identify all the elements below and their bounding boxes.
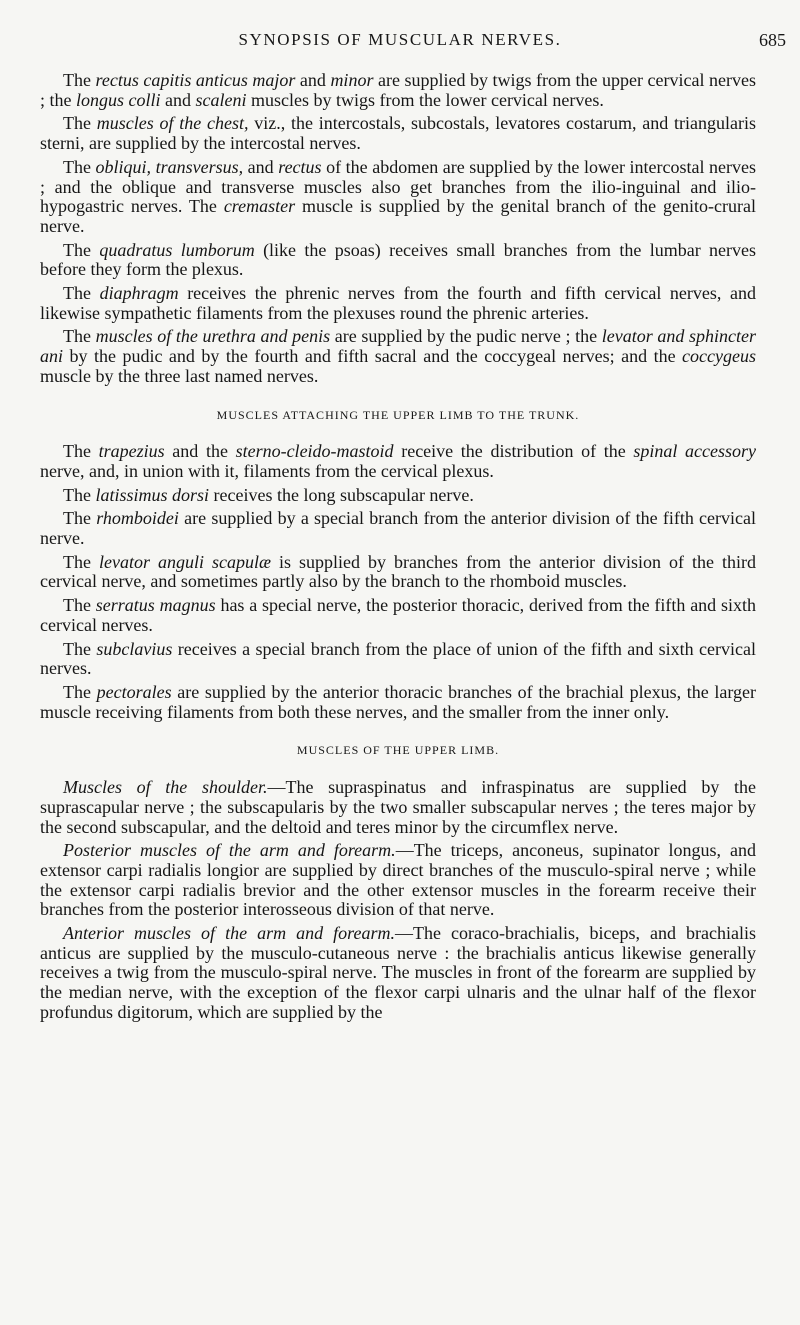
text-run: The [63, 638, 97, 659]
text-run: and [160, 89, 196, 110]
text-run: by the pudic and by the fourth and fifth sacral and the coccygeal nerves; and the [63, 346, 683, 367]
text-run: and the [164, 441, 236, 462]
text-run: The [63, 551, 99, 572]
text-run: muscle by the three last named nerves. [40, 365, 319, 386]
paragraph [40, 778, 756, 837]
text-run: —The coraco-brachialis, biceps, and brachialis anticus are supplied by the musculo-cutaneous nerve : the brachialis anticus likewise generally receives a twig from the musculo-spiral nerve. The muscles in front of the forearm are supplied by the median nerve, with the exception of the flexor carpi ulnaris and the ulnar half of the flexor profundus digitorum, which are supplied by the [40, 923, 757, 1022]
italic-term: pectorales [96, 681, 172, 702]
text-run: are supplied by the anterior thoracic branches of the brachial plexus, the larger muscle receiving filaments from both these nerves, and the smaller from the inner only. [40, 681, 757, 722]
text-run: The [63, 595, 96, 616]
text-run: nerve, and, in union with it, filaments from the cervical plexus. [40, 460, 494, 481]
italic-term: rectus capitis anticus major [95, 70, 296, 90]
italic-term: Anterior muscles of the arm and forearm. [63, 923, 396, 944]
italic-term: muscles of the chest, [96, 113, 249, 134]
italic-term: scaleni [195, 89, 247, 110]
paragraph [40, 71, 756, 110]
text-run: of the abdomen are supplied by the lower intercostal nerves ; and the oblique and transverse muscles also get branches from the ilio-inguinal and ilio-hypogastric nerves. The [40, 156, 756, 217]
paragraph [40, 683, 756, 722]
paragraph [40, 640, 756, 679]
paragraph [40, 486, 756, 506]
text-run: has a special nerve, the posterior thoracic, derived from the fifth and sixth cervical nerves. [40, 595, 756, 635]
text-run: are supplied by twigs from the upper cervical nerves ; the [40, 70, 756, 110]
text-run: The [63, 681, 97, 702]
italic-term: levator anguli scapulæ [99, 551, 272, 572]
text-run: The [63, 326, 96, 347]
italic-term: coccygeus [682, 346, 756, 367]
paragraph [40, 114, 756, 153]
text-run: is supplied by branches from the anterior division of the third cervical nerve, and sometimes partly also by the branch to the rhomboid muscles. [40, 551, 757, 592]
paragraph [40, 442, 756, 481]
text-run: —The triceps, anconeus, supinator longus, and extensor carpi radialis longior are supplied by direct branches of the musculo-spiral nerve ; while the extensor carpi radialis brevior and the other extensor muscles in the forearm receive their branches from the posterior interosseous division of that nerve. [40, 840, 756, 920]
text-run: muscle is supplied by the genital branch of the genito-crural nerve. [40, 196, 756, 236]
italic-term: minor [330, 70, 374, 90]
text-run: The [63, 113, 97, 134]
italic-term: latissimus dorsi [95, 484, 210, 505]
running-head: SYNOPSIS OF MUSCULAR NERVES. [238, 30, 562, 49]
italic-term: Muscles of the shoulder. [63, 777, 268, 798]
italic-term: longus colli [76, 89, 161, 110]
paragraph [40, 284, 756, 323]
text-run: The [63, 508, 97, 529]
text-run: The [63, 70, 96, 90]
text-run: receives the phrenic nerves from the fourth and fifth cervical nerves, and likewise sympathetic filaments from the plexuses round the phrenic arteries. [40, 283, 756, 323]
page-number: 685 [759, 30, 786, 50]
text-run: receives a special branch from the place of union of the fifth and sixth cervical nerves. [40, 638, 756, 679]
text-run: are supplied by the pudic nerve ; the [330, 326, 602, 347]
paragraph [40, 509, 756, 548]
paragraph [40, 841, 756, 920]
italic-term: subclavius [96, 638, 173, 659]
text-run: The [63, 484, 96, 505]
paragraph [40, 158, 756, 237]
text-run: receive the distribution of the [393, 441, 634, 462]
italic-term: Posterior muscles of the arm and forearm. [63, 840, 396, 861]
text-run: The [63, 239, 100, 260]
text-run: and [295, 70, 331, 90]
text-run: muscles by twigs from the lower cervical nerves. [246, 89, 604, 110]
italic-term: spinal accessory [633, 441, 756, 462]
italic-term: levator and sphincter ani [40, 326, 756, 367]
text-run: and [243, 156, 279, 177]
italic-term: obliqui, transversus, [95, 156, 244, 177]
italic-term: sterno-cleido-mastoid [235, 441, 394, 462]
section-heading: MUSCLES ATTACHING THE UPPER LIMB TO THE TRUNK. [216, 407, 580, 422]
text-run: The [63, 441, 99, 462]
italic-term: trapezius [98, 441, 165, 462]
italic-term: diaphragm [99, 283, 179, 304]
italic-term: cremaster [223, 196, 296, 217]
paragraph [40, 596, 756, 635]
text-run: are supplied by a special branch from the anterior division of the fifth cervical nerve. [40, 508, 757, 549]
italic-term: rhomboidei [96, 508, 179, 529]
italic-term: serratus magnus [95, 595, 216, 616]
body-text [40, 71, 756, 1023]
italic-term: rectus [278, 156, 322, 177]
paragraph [40, 327, 756, 386]
italic-term: quadratus lumborum [99, 239, 255, 260]
italic-term: muscles of the urethra and penis [95, 326, 331, 347]
text-run: viz., the intercostals, subcostals, levatores costarum, and triangularis sterni, are supplied by the intercostal nerves. [40, 113, 756, 154]
text-run: (like the psoas) receives small branches from the lumbar nerves before they form the plexus. [40, 239, 757, 280]
text-run: The [63, 156, 96, 177]
paragraph [40, 553, 756, 592]
section-heading: MUSCLES OF THE UPPER LIMB. [296, 743, 500, 758]
paragraph [40, 924, 756, 1023]
paragraph [40, 241, 756, 280]
text-run: The [63, 283, 100, 304]
text-run: —The supraspinatus and infraspinatus are supplied by the suprascapular nerve ; the subscapularis by the two smaller subscapular nerves ; the teres major by the second subscapular, and the deltoid and teres minor by the circumflex nerve. [40, 777, 756, 837]
text-run: receives the long subscapular nerve. [209, 484, 474, 505]
